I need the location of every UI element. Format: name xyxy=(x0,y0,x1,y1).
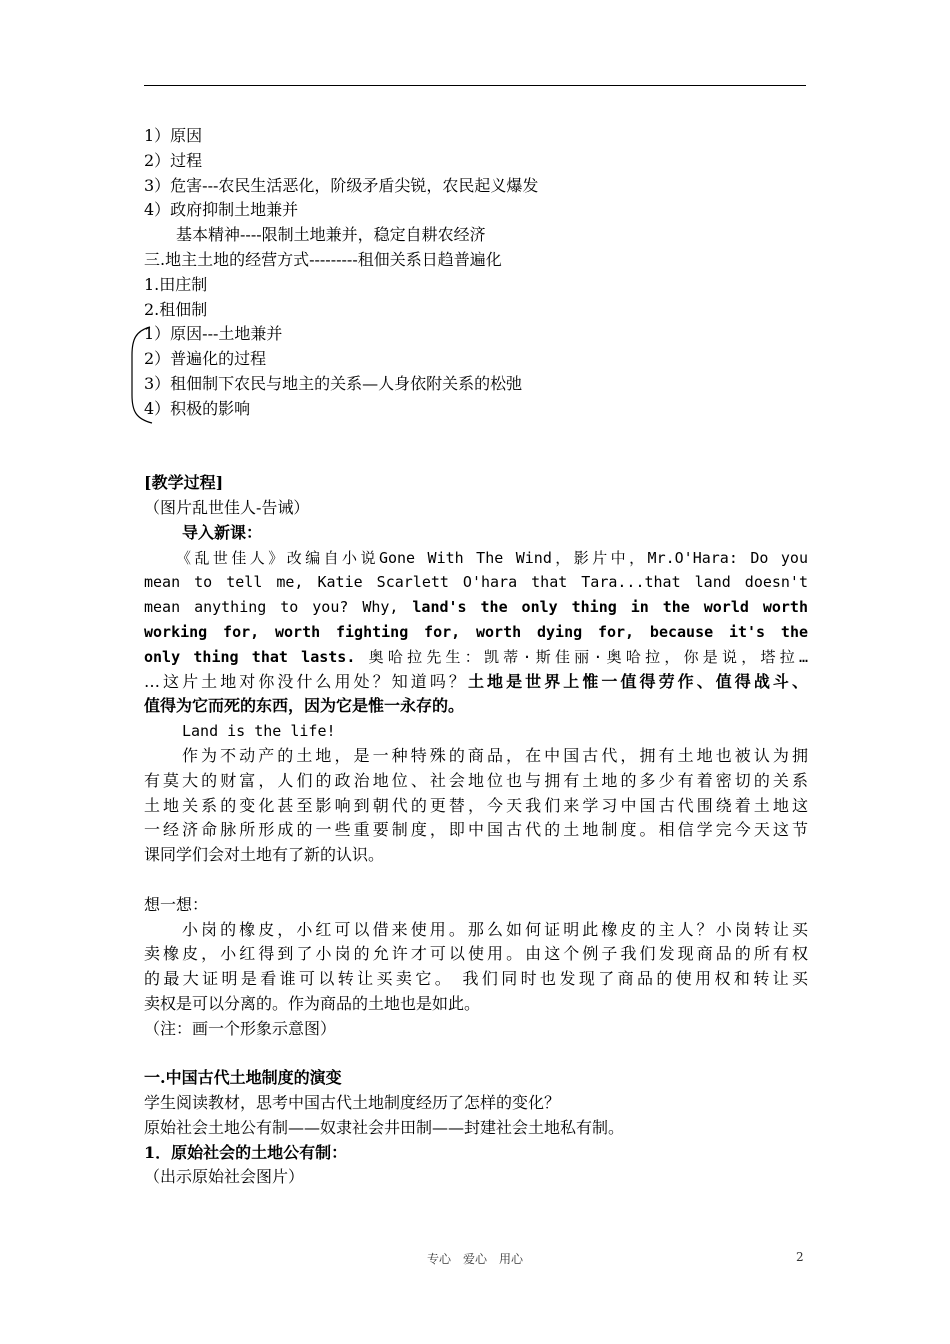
quote-line: Land is the life! xyxy=(182,722,336,741)
outline-item: 1.田庄制 xyxy=(144,274,208,294)
paragraph-line: mean anything to you? Why, land's the only thing in the world worth xyxy=(144,598,808,617)
paragraph-line: 一经济命脉所形成的一些重要制度，即中国古代的土地制度。相信学完今天这节 xyxy=(144,820,808,840)
paragraph-line: 有莫大的财富，人们的政治地位、社会地位也与拥有土地的多少有着密切的关系 xyxy=(144,770,808,790)
outline-item: 4）积极的影响 xyxy=(144,398,251,418)
paragraph-line: mean to tell me, Katie Scarlett O'hara that Tara...that land doesn't xyxy=(144,573,808,592)
paragraph-line: 作为不动产的土地，是一种特殊的商品，在中国古代，拥有土地也被认为拥 xyxy=(182,745,808,765)
paragraph-line: …这片土地对你没什么用处？知道吗？土地是世界上惟一值得劳作、值得战斗、 xyxy=(144,671,808,691)
paragraph-line: 学生阅读教材，思考中国古代土地制度经历了怎样的变化？ xyxy=(144,1093,561,1113)
intro-heading: 导入新课： xyxy=(182,522,263,542)
teaching-process-heading: [教学过程] xyxy=(144,473,224,493)
subsection-heading: 1．原始社会的土地公有制： xyxy=(144,1142,348,1162)
outline-item: 2）普遍化的过程 xyxy=(144,349,267,369)
paragraph-line: only thing that lasts. 奥哈拉先生：凯蒂·斯佳丽·奥哈拉，你是说，塔拉… xyxy=(144,647,808,666)
paragraph-line: 《乱世佳人》改编自小说Gone With The Wind，影片中，Mr.O'Hara: Do you xyxy=(176,548,808,567)
page-number: 2 xyxy=(796,1250,804,1264)
header-rule xyxy=(144,85,806,86)
paragraph-line: 土地关系的变化甚至影响到朝代的更替，今天我们来学习中国古代围绕着土地这 xyxy=(144,795,808,815)
paragraph-line: working for, worth fighting for, worth dying for, because it's the xyxy=(144,622,808,641)
outline-note: 基本精神----限制土地兼并，稳定自耕农经济 xyxy=(176,225,486,245)
section-heading: 一.中国古代土地制度的演变 xyxy=(144,1068,342,1088)
outline-item: 2.租佃制 xyxy=(144,299,208,319)
document-body xyxy=(144,124,808,1190)
outline-item: 3）危害---农民生活恶化，阶级矛盾尖锐，农民起义爆发 xyxy=(144,175,539,195)
paragraph-line: 原始社会土地公有制——奴隶社会井田制——封建社会土地私有制。 xyxy=(144,1117,625,1137)
outline-item: 2）过程 xyxy=(144,150,203,170)
note-line: （注：画一个形象示意图） xyxy=(144,1018,337,1038)
paragraph-line: 课同学们会对土地有了新的认识。 xyxy=(144,845,385,865)
paragraph-line: 的最大证明是看谁可以转让买卖它。 我们同时也发现了商品的使用权和转让买 xyxy=(144,969,808,989)
outline-item: 1）原因---土地兼并 xyxy=(144,324,283,344)
image-note: （图片乱世佳人-告诫） xyxy=(144,497,310,517)
outline-item: 3）租佃制下农民与地主的关系—人身依附关系的松弛 xyxy=(144,373,523,393)
image-note: （出示原始社会图片） xyxy=(144,1167,305,1187)
paragraph-line: 卖橡皮，小红得到了小岗的允许才可以使用。由这个例子我们发现商品的所有权 xyxy=(144,944,808,964)
section-heading: 三.地主土地的经营方式---------租佃关系日趋普遍化 xyxy=(144,249,502,269)
page-footer: 专心 爱心 用心 xyxy=(426,1252,523,1266)
paragraph-line: 值得为它而死的东西，因为它是惟一永存的。 xyxy=(144,696,465,716)
paragraph-line: 卖权是可以分离的。作为商品的土地也是如此。 xyxy=(144,993,481,1013)
outline-item: 1）原因 xyxy=(144,126,203,145)
think-heading: 想一想： xyxy=(144,894,209,914)
outline-item: 4）政府抑制土地兼并 xyxy=(144,200,299,220)
paragraph-line: 小岗的橡皮，小红可以借来使用。那么如何证明此橡皮的主人？小岗转让买 xyxy=(182,919,808,939)
